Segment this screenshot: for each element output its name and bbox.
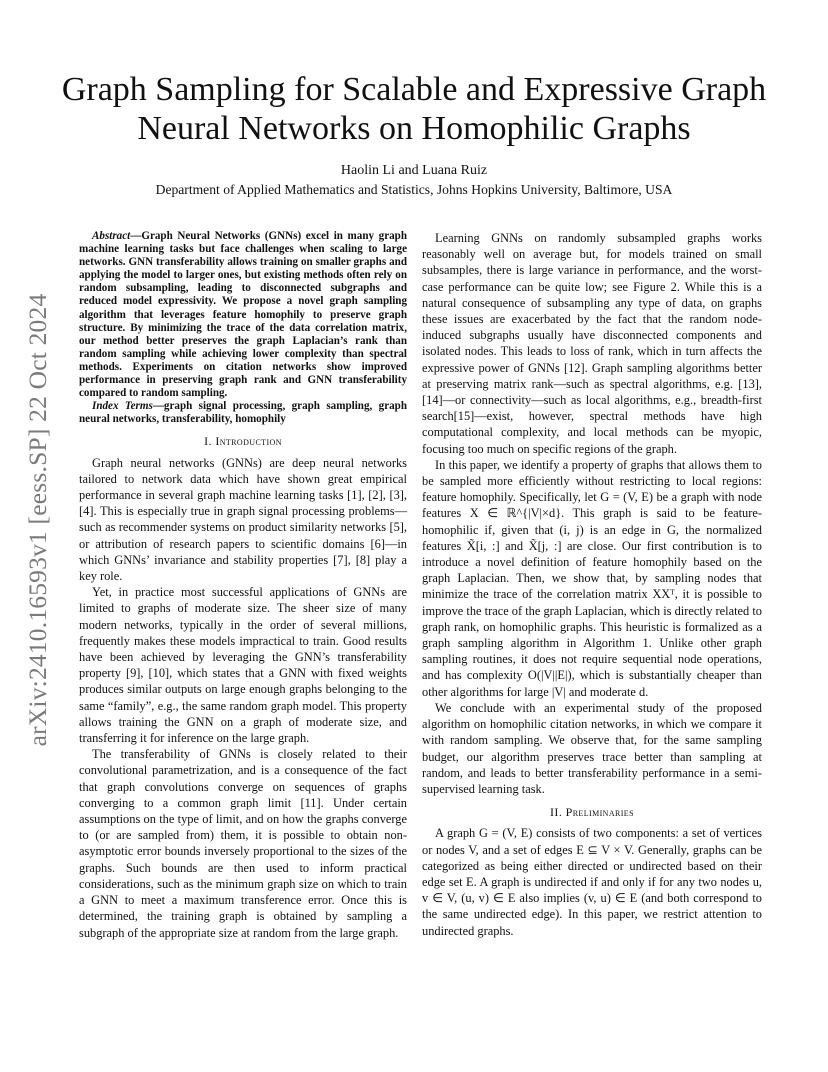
left-column bbox=[79, 230, 407, 941]
right-column bbox=[422, 230, 762, 939]
intro-paragraph-5: In this paper, we identify a property of graphs that allows them to be sampled more efficiently without restricting to local regions: feature homophily. Specifically, let G = (V, E) be a graph with node features X ∈ ℝ^{|V|×d}. This graph is said to be feature-homophilic if, given that (i, j) is an edge in G, the normalized features X̃[i, :] and X̃[j, :] are close. Our first contribution is to introduce a novel definition of feature homophily based on the graph Laplacian. Then, we show that, by sampling nodes that minimize the trace of the correlation matrix XXᵀ, it is possible to improve the trace of the graph Laplacian, which is directly related to graph rank, on homophilic graphs. This heuristic is formalized as a graph sampling algorithm in Algorithm 1. Unlike other graph sampling routines, it does not require sequential node operations, and has complexity O(|V||E|), which is substantially cheaper than other algorithms for large |V| and moderate d. bbox=[422, 457, 762, 699]
intro-paragraph-3: The transferability of GNNs is closely related to their convolutional parametrization, and is a consequence of the fact that graph convolutions converge on sequences of graphs converging to a common graph limit [11]. Under certain assumptions on the type of limit, and on how the graphs converge to (or are sampled from) them, it is possible to obtain non-asymptotic error bounds inversely proportional to the sizes of the graphs. Such bounds are then used to inform practical considerations, such as the minimum graph size on which to train a GNN to meet a maximum transference error. Once this is determined, the training graph is obtained by sampling a subgraph of the appropriate size at random from the large graph. bbox=[79, 747, 407, 940]
paper-affiliation: Department of Applied Mathematics and Statistics, Johns Hopkins University, Baltimore, USA bbox=[155, 182, 673, 197]
index-terms-text: —graph signal processing, graph sampling, graph neural networks, transferability, homophily bbox=[79, 400, 407, 426]
intro-paragraph-2: Yet, in practice most successful applications of GNNs are limited to graphs of moderate size. The sheer size of many modern networks, typically in the order of several millions, frequently makes these models impractical to train. Good results have been achieved by leveraging the GNN’s transferability property [9], [10], which states that a GNN with fixed weights produces similar outputs on large enough graphs belonging to the same “family”, e.g., the same random graph model. This property allows training the GNN on a graph of moderate size, and transferring it for inference on the large graph. bbox=[79, 585, 407, 746]
abstract-text: —Graph Neural Networks (GNNs) excel in many graph machine learning tasks but face challenges when scaling to large networks. GNN transferability allows training on smaller graphs and applying the model to larger ones, but existing methods often rely on random subsampling, leading to disconnected subgraphs and reduced model expressivity. We propose a novel graph sampling algorithm that leverages feature homophily to preserve graph structure. By minimizing the trace of the data correlation matrix, our method better preserves the graph Laplacian’s rank than random sampling while achieving lower complexity than spectral methods. Experiments on citation networks show improved performance in preserving graph rank and GNN transferability compared to random sampling. bbox=[79, 230, 407, 400]
intro-paragraph-6: We conclude with an experimental study of the proposed algorithm on homophilic citation networks, in which we compare it with random sampling. We observe that, for the same sampling budget, our algorithm preserves trace better than sampling at random, and leads to better transferability performance in a semi-supervised learning task. bbox=[422, 700, 762, 796]
arxiv-identifier: arXiv:2410.16593v1 [eess.SP] 22 Oct 2024 bbox=[23, 293, 52, 747]
arxiv-side-stamp bbox=[20, 290, 56, 750]
section-heading-introduction: I. Introduction bbox=[204, 434, 282, 449]
abstract-label: Abstract bbox=[92, 230, 131, 242]
paper-title: Graph Sampling for Scalable and Expressive Graph Neural Networks on Homophilic Graphs bbox=[61, 71, 767, 147]
section-heading-preliminaries: II. Preliminaries bbox=[550, 805, 634, 820]
prelim-paragraph-1: A graph G = (V, E) consists of two components: a set of vertices or nodes V, and a set of edges E ⊆ V × V. Generally, graphs can be categorized as being either directed or undirected based on their edge set E. A graph is undirected if and only if for any two nodes u, v ∈ V, (u, v) ∈ E also implies (v, u) ∈ E (and both correspond to the same undirected edge). In this paper, we restrict attention to undirected graphs. bbox=[422, 826, 762, 938]
index-terms bbox=[79, 400, 407, 426]
intro-paragraph-1: Graph neural networks (GNNs) are deep neural networks tailored to network data which have shown great empirical performance in several graph machine learning tasks [1], [2], [3], [4]. This is especially true in graph signal processing problems—such as recommender systems on product similarity networks [5], or attribution of research papers to scientific domains [6]—in which GNNs’ invariance and stability properties [7], [8] play a key role. bbox=[79, 455, 407, 584]
intro-paragraph-4: Learning GNNs on randomly subsampled graphs works reasonably well on average but, for models trained on small subsamples, there is large variance in performance, and the worst-case performance can be quite low; see Figure 2. While this is a natural consequence of subsampling any type of data, on graphs these issues are exacerbated by the fact that the random node-induced subgraphs usually have disconnected components and isolated nodes. This leads to loss of rank, which in turn affects the expressive power of GNNs [12]. Graph sampling algorithms better at preserving matrix rank—such as spectral algorithms, e.g. [13], [14]—or connectivity—such as local algorithms, e.g., breadth-first search[15]—exist, however, spectral methods have high computational complexity, and local methods can be myopic, focusing too much on specific regions of the graph. bbox=[422, 231, 762, 456]
paper-authors: Haolin Li and Luana Ruiz bbox=[340, 163, 488, 178]
abstract bbox=[79, 230, 407, 400]
index-terms-label: Index Terms bbox=[92, 400, 153, 413]
